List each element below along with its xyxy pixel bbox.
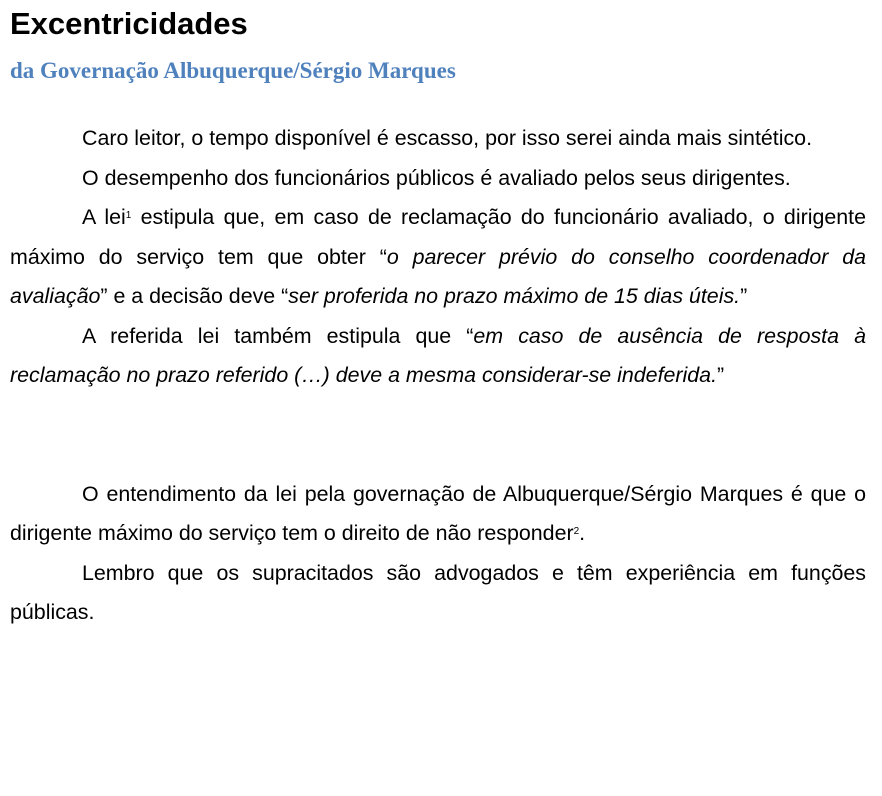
- paragraph-2: O desempenho dos funcionários públicos é avaliado pelos seus dirigentes.: [82, 165, 791, 190]
- article-subtitle: da Governação Albuquerque/Sérgio Marques: [10, 58, 456, 83]
- blank-line: [10, 396, 866, 475]
- paragraph-text: O entendimento da lei pela governação de Albuquerque/Sérgio Marques é que o dirigente máximo do serviço tem o direito de não responder: [10, 481, 866, 545]
- article-title: Excentricidades: [10, 6, 248, 41]
- paragraph-text: ”: [740, 284, 748, 308]
- paragraph-text: A lei: [82, 205, 126, 229]
- paragraph-text: estipula que, em caso de reclamação do funcionário avaliado, o dirigente máximo do serviço tem que obter “: [10, 205, 866, 269]
- paragraph-text: .: [579, 521, 586, 545]
- paragraph-5: [10, 475, 866, 554]
- paragraph-1: Caro leitor, o tempo disponível é escasso, por isso serei ainda mais sintético.: [82, 126, 813, 150]
- paragraph-text: ”: [717, 363, 725, 387]
- article-body: [10, 119, 866, 633]
- quoted-text: o parecer prévio do conselho coordenador da avaliação: [10, 244, 867, 308]
- paragraph-6: Lembro que os supracitados são advogados e têm experiência em funções públicas.: [10, 560, 866, 624]
- quoted-text: ser proferida no prazo máximo de 15 dias úteis.: [288, 284, 741, 308]
- quoted-text: em caso de ausência de resposta à reclamação no prazo referido (…) deve a mesma considerar-se indeferida.: [10, 323, 866, 387]
- paragraph-text: A referida lei também estipula que “: [82, 323, 474, 348]
- paragraph-3: [10, 198, 866, 317]
- paragraph-4: [10, 317, 866, 396]
- paragraph-text: ” e a decisão deve “: [100, 284, 289, 308]
- footnote-ref-1[interactable]: 1: [125, 210, 132, 221]
- footnote-ref-2[interactable]: 2: [573, 526, 580, 537]
